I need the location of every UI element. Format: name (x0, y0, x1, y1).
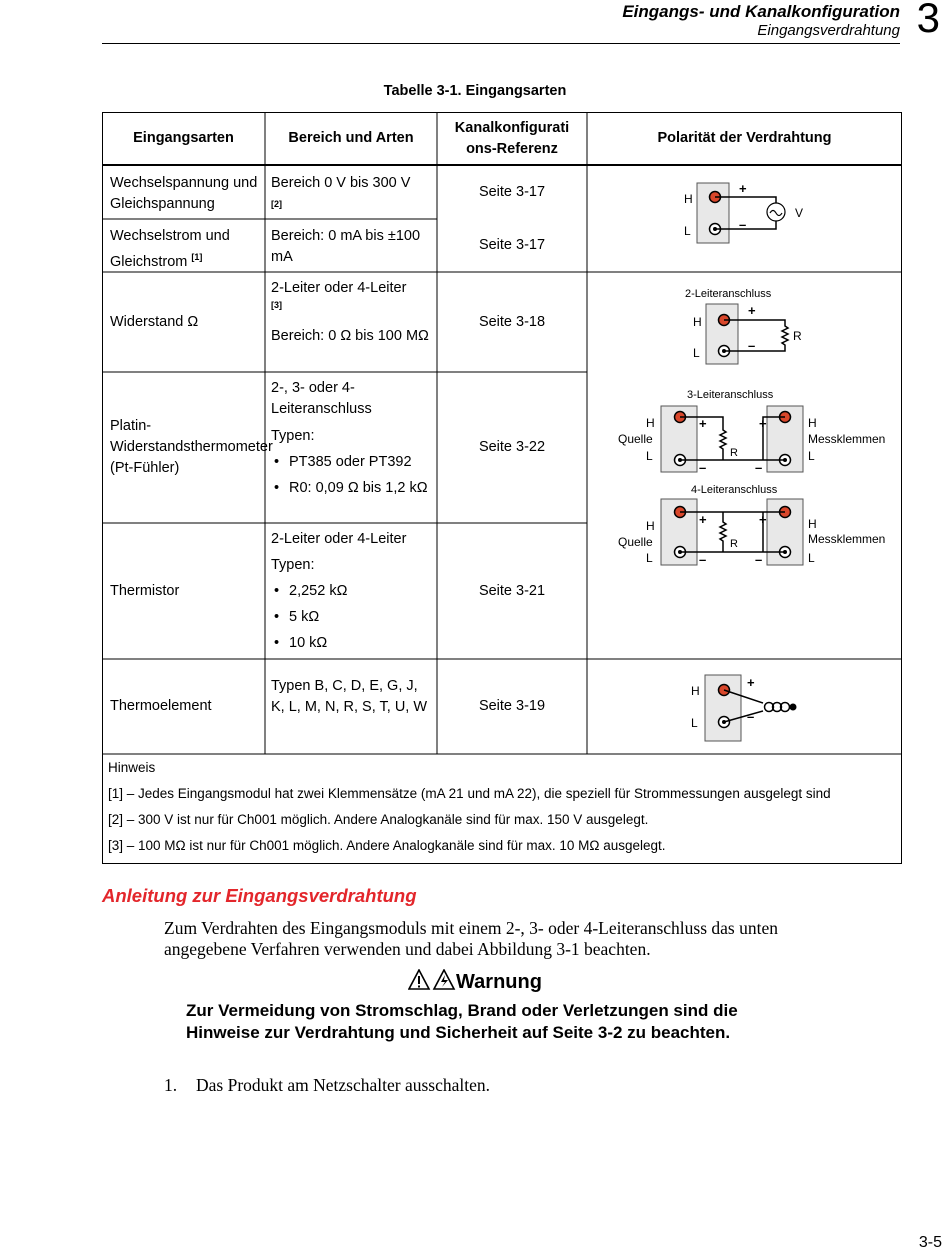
input-types-table (102, 112, 902, 864)
svg-text:+: + (759, 512, 767, 527)
resistance-wiring-diagram (587, 272, 902, 372)
col-header-range: Bereich und Arten (288, 130, 414, 146)
chapter-number: 3 (916, 0, 940, 41)
svg-text:L: L (684, 224, 691, 238)
step-number: 1. (164, 1075, 178, 1095)
note-3: [3] – 100 MΩ ist nur für Ch001 möglich. Andere Analogkanäle sind für max. 10 MΩ ausgelegt. (108, 838, 666, 853)
row-type-voltage: Wechselspannung und Gleichspannung (110, 175, 258, 212)
row-range-thermocouple: Typen B, C, D, E, G, J, K, L, M, N, R, S, T, U, W (271, 678, 428, 715)
svg-text:L: L (646, 551, 653, 565)
svg-text:Messklemmen: Messklemmen (808, 432, 886, 446)
row-type-resistance: Widerstand Ω (110, 313, 199, 330)
svg-text:R: R (730, 538, 738, 550)
thermocouple-wiring-diagram (587, 659, 902, 754)
svg-text:–: – (755, 460, 763, 475)
svg-text:H: H (646, 416, 655, 430)
svg-text:+: + (739, 181, 747, 196)
voltage-wiring-diagram (587, 165, 902, 272)
row-range-voltage: Bereich 0 V bis 300 V [2] (271, 175, 411, 209)
svg-text:H: H (693, 315, 702, 329)
note-2: [2] – 300 V ist nur für Ch001 möglich. Andere Analogkanäle sind für max. 150 V ausgelegt. (108, 812, 649, 827)
svg-text:–: – (748, 338, 756, 353)
svg-text:H: H (808, 517, 817, 531)
warning-text: Zur Vermeidung von Stromschlag, Brand oder Verletzungen sind die Hinweise zur Verdrahtung und Sicherheit auf Seite 3-2 zu beachten. (186, 1001, 738, 1042)
list-item (164, 1075, 490, 1096)
svg-text:R: R (793, 329, 802, 343)
svg-text:H: H (684, 192, 693, 206)
row-range-resistance: 2-Leiter oder 4-Leiter [3] Bereich: 0 Ω bis 100 MΩ (271, 280, 429, 344)
svg-text:4-Leiteranschluss: 4-Leiteranschluss (691, 484, 778, 496)
svg-text:L: L (693, 346, 700, 360)
svg-text:L: L (808, 551, 815, 565)
section-heading: Anleitung zur Eingangsverdrahtung (102, 885, 417, 906)
row-ref-rtd: Seite 3-22 (478, 439, 546, 455)
svg-text:2-Leiteranschluss: 2-Leiteranschluss (685, 288, 772, 300)
svg-text:Quelle: Quelle (618, 535, 653, 549)
svg-text:H: H (646, 519, 655, 533)
svg-text:+: + (699, 512, 707, 527)
list-item: • 2,252 kΩ (271, 581, 431, 602)
svg-text:+: + (748, 303, 756, 318)
svg-text:–: – (739, 217, 747, 232)
svg-text:H: H (808, 416, 817, 430)
row-range-rtd: 2-, 3- oder 4-Leiteranschluss Typen: • PT385 oder PT392 • R0: 0,09 Ω bis 1,2 kΩ (271, 378, 431, 499)
col-header-ref: Kanalkonfigurati ons-Referenz (454, 119, 570, 157)
svg-text:H: H (691, 684, 700, 698)
svg-text:–: – (755, 552, 763, 567)
rtd-wiring-diagram (587, 372, 902, 659)
svg-text:L: L (691, 716, 698, 730)
svg-text:R: R (730, 447, 738, 459)
header-title: Eingangs- und Kanalkonfiguration (622, 2, 900, 21)
row-range-thermistor: 2-Leiter oder 4-Leiter Typen: • 2,252 kΩ • 5 kΩ • 10 kΩ (271, 529, 431, 654)
svg-text:–: – (699, 460, 707, 475)
svg-text:–: – (747, 709, 755, 724)
svg-text:–: – (699, 552, 707, 567)
svg-text:+: + (759, 416, 767, 431)
col-header-type: Eingangsarten (133, 130, 234, 146)
svg-text:Quelle: Quelle (618, 432, 653, 446)
notes-title: Hinweis (108, 760, 156, 775)
row-type-thermistor: Thermistor (110, 582, 180, 599)
svg-text:3-Leiteranschluss: 3-Leiteranschluss (687, 389, 774, 401)
table-notes (108, 760, 831, 864)
row-ref-voltage: Seite 3-17 (478, 183, 546, 200)
col-header-polarity: Polarität der Verdrahtung (657, 130, 832, 146)
row-ref-thermistor: Seite 3-21 (478, 582, 546, 599)
svg-text:V: V (795, 206, 804, 220)
intro-paragraph: Zum Verdrahten des Eingangsmoduls mit einem 2-, 3- oder 4-Leiteranschluss das unten angegebene Verfahren verwenden und dabei Abbildung 3-1 beachten. (164, 918, 778, 959)
row-type-rtd: Platin-Widerstandsthermometer (Pt-Fühler) (110, 418, 273, 476)
svg-text:+: + (699, 416, 707, 431)
svg-text:L: L (646, 449, 653, 463)
note-1: [1] – Jedes Eingangsmodul hat zwei Klemmensätze (mA 21 und mA 22), die speziell für Strommessungen ausgelegt sind (108, 786, 831, 801)
list-item: • 5 kΩ (271, 607, 431, 628)
header-rule (102, 43, 900, 44)
warning-icon (408, 969, 456, 991)
svg-text:+: + (747, 675, 755, 690)
table-caption: Tabelle 3-1. Eingangsarten (383, 83, 567, 99)
page-number: 3-5 (918, 1234, 942, 1251)
header-subtitle: Eingangsverdrahtung (757, 22, 900, 39)
list-item: • PT385 oder PT392 (271, 452, 431, 473)
row-ref-thermocouple: Seite 3-19 (478, 698, 546, 714)
row-range-current: Bereich: 0 mA bis ±100 mA (271, 228, 421, 265)
list-item: • 10 kΩ (271, 633, 431, 654)
row-ref-resistance: Seite 3-18 (478, 313, 546, 330)
list-item: • R0: 0,09 Ω bis 1,2 kΩ (271, 478, 431, 499)
row-ref-current: Seite 3-17 (478, 237, 546, 253)
warning-heading: Warnung (0, 969, 950, 994)
row-type-current: Wechselstrom und Gleichstrom [1] (110, 228, 230, 270)
step-text: Das Produkt am Netzschalter ausschalten. (196, 1075, 491, 1095)
row-type-thermocouple: Thermoelement (110, 698, 212, 714)
svg-text:L: L (808, 449, 815, 463)
svg-text:Messklemmen: Messklemmen (808, 532, 886, 546)
